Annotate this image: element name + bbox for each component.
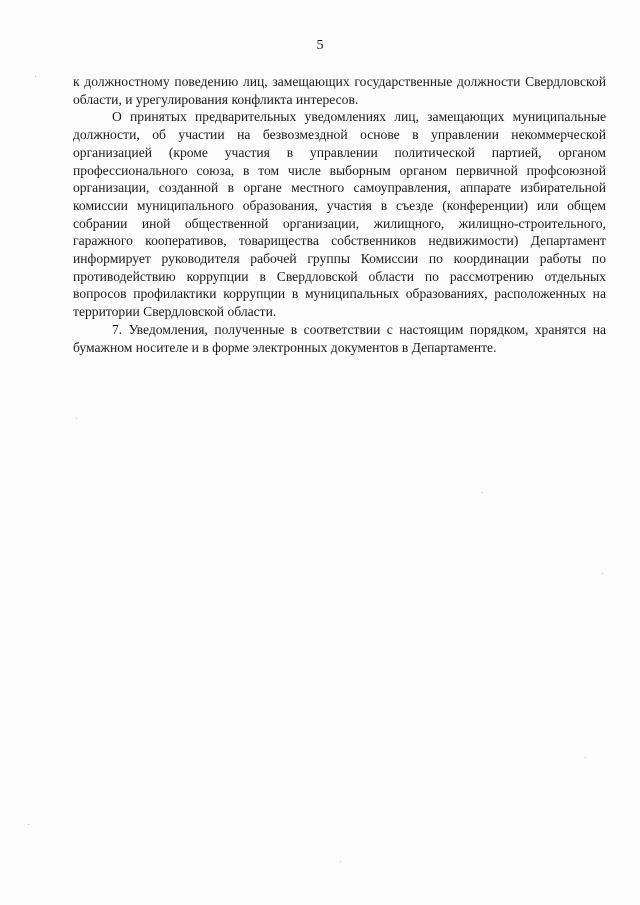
scan-speck [482, 492, 483, 493]
scan-speck [35, 76, 36, 77]
paragraph-item-7: 7. Уведомления, полученные в соответствии с настоящим порядком, хранятся на бумажном носителе и в форме электронных документов в Департаменте. [73, 321, 606, 355]
scan-speck [28, 824, 29, 825]
scan-speck [76, 418, 77, 419]
paragraph-continuation: к должностному поведению лиц, замещающих государственные должности Свердловской области, и урегулирования конфликта интересов. [73, 74, 606, 107]
document-body [73, 73, 606, 356]
page-number: 5 [316, 38, 324, 53]
paragraph-notification-info: О принятых предварительных уведомлениях лиц, замещающих муниципальные должности, об участии на безвозмездной основе в управлении некоммерческой организацией (кроме участия в управлении политической партией, органом профессионального союза, в том числе выборным органом первичной профсоюзной организации, созданной в органе местного самоуправления, аппарате избирательной комиссии муниципального образования, участия в съезде (конференции) или общем собрании иной общественной организации, жилищного, жилищно-строительного, гаражного кооперативов, товарищества собственников недвижимости) Департамент информирует руководителя рабочей группы Комиссии по координации работы по противодействию коррупции в Свердловской области по рассмотрению отдельных вопросов профилактики коррупции в муниципальных образованиях, расположенных на территории Свердловской области. [73, 109, 606, 320]
scan-speck [602, 573, 603, 574]
scan-speck [340, 861, 341, 862]
scan-speck [585, 757, 586, 758]
